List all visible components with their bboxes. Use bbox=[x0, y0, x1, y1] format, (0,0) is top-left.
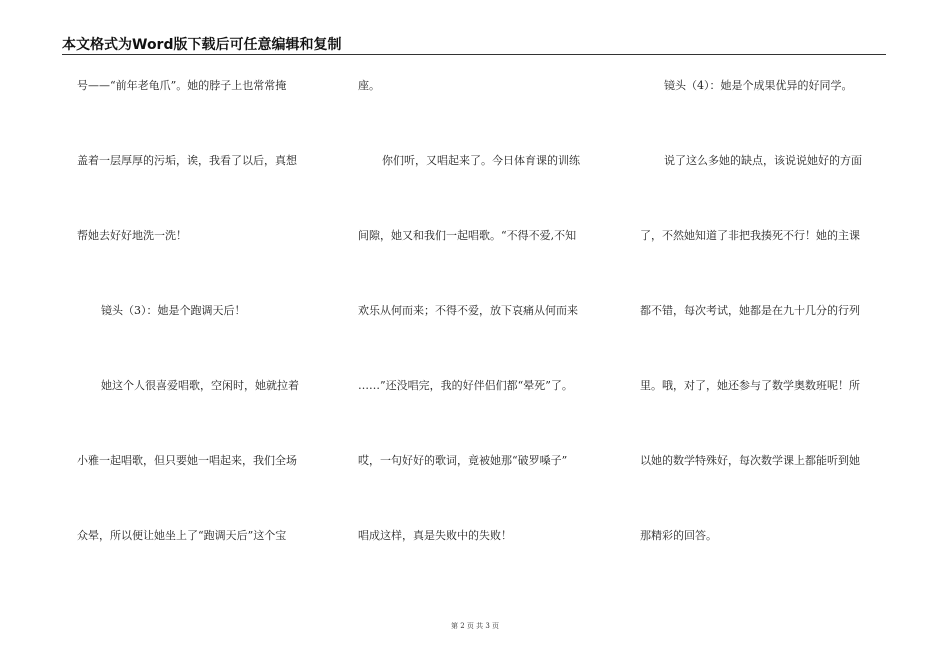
text-line: 众晕，所以便让她坐上了“跑调天后”这个宝 bbox=[77, 529, 287, 542]
text-line: 里。哦，对了，她还参与了数学奥数班呢！所 bbox=[640, 379, 860, 392]
text-line: 哎，一句好好的歌词，竟被她那“破罗嗓子” bbox=[358, 454, 568, 467]
text-line: 间隙，她又和我们一起唱歌。“不得不爱,不知 bbox=[358, 229, 577, 242]
text-line: 你们听，又唱起来了。今日体育课的训练 bbox=[382, 154, 580, 167]
text-line: 都不错，每次考试，她都是在九十几分的行列 bbox=[640, 304, 860, 317]
text-line: 座。 bbox=[358, 79, 380, 92]
text-line: 唱成这样，真是失败中的失败！ bbox=[358, 529, 512, 542]
section-heading: 镜头（4）：她是个成果优异的好同学。 bbox=[664, 79, 853, 92]
page-number: 第 2 页 共 3 页 bbox=[450, 622, 500, 630]
text-line: 号——“前年老龟爪”。她的脖子上也常常掩 bbox=[77, 79, 287, 92]
text-column-3 bbox=[640, 0, 880, 600]
text-line: 了，不然她知道了非把我揍死不行！她的主课 bbox=[640, 229, 860, 242]
text-line: 欢乐从何而来；不得不爱，放下哀痛从何而来 bbox=[358, 304, 578, 317]
text-line: 以她的数学特殊好，每次数学课上都能听到她 bbox=[640, 454, 860, 467]
section-heading: 镜头（3）：她是个跑调天后！ bbox=[101, 304, 246, 317]
text-line: ……”还没唱完，我的好伴侣们都“晕死”了。 bbox=[358, 379, 573, 392]
text-line: 盖着一层厚厚的污垢，诶，我看了以后，真想 bbox=[77, 154, 297, 167]
text-line: 帮她去好好地洗一洗！ bbox=[77, 229, 187, 242]
text-line: 小雅一起唱歌，但只要她一唱起来，我们全场 bbox=[77, 454, 297, 467]
text-line: 她这个人很喜爱唱歌，空闲时，她就拉着 bbox=[101, 379, 299, 392]
text-line: 说了这么多她的缺点，该说说她好的方面 bbox=[664, 154, 862, 167]
text-column-2 bbox=[358, 0, 608, 600]
header-title: 本文格式为Word版下载后可任意编辑和复制 bbox=[62, 37, 342, 53]
text-line: 那精彩的回答。 bbox=[640, 529, 717, 542]
text-column-1 bbox=[77, 0, 317, 600]
